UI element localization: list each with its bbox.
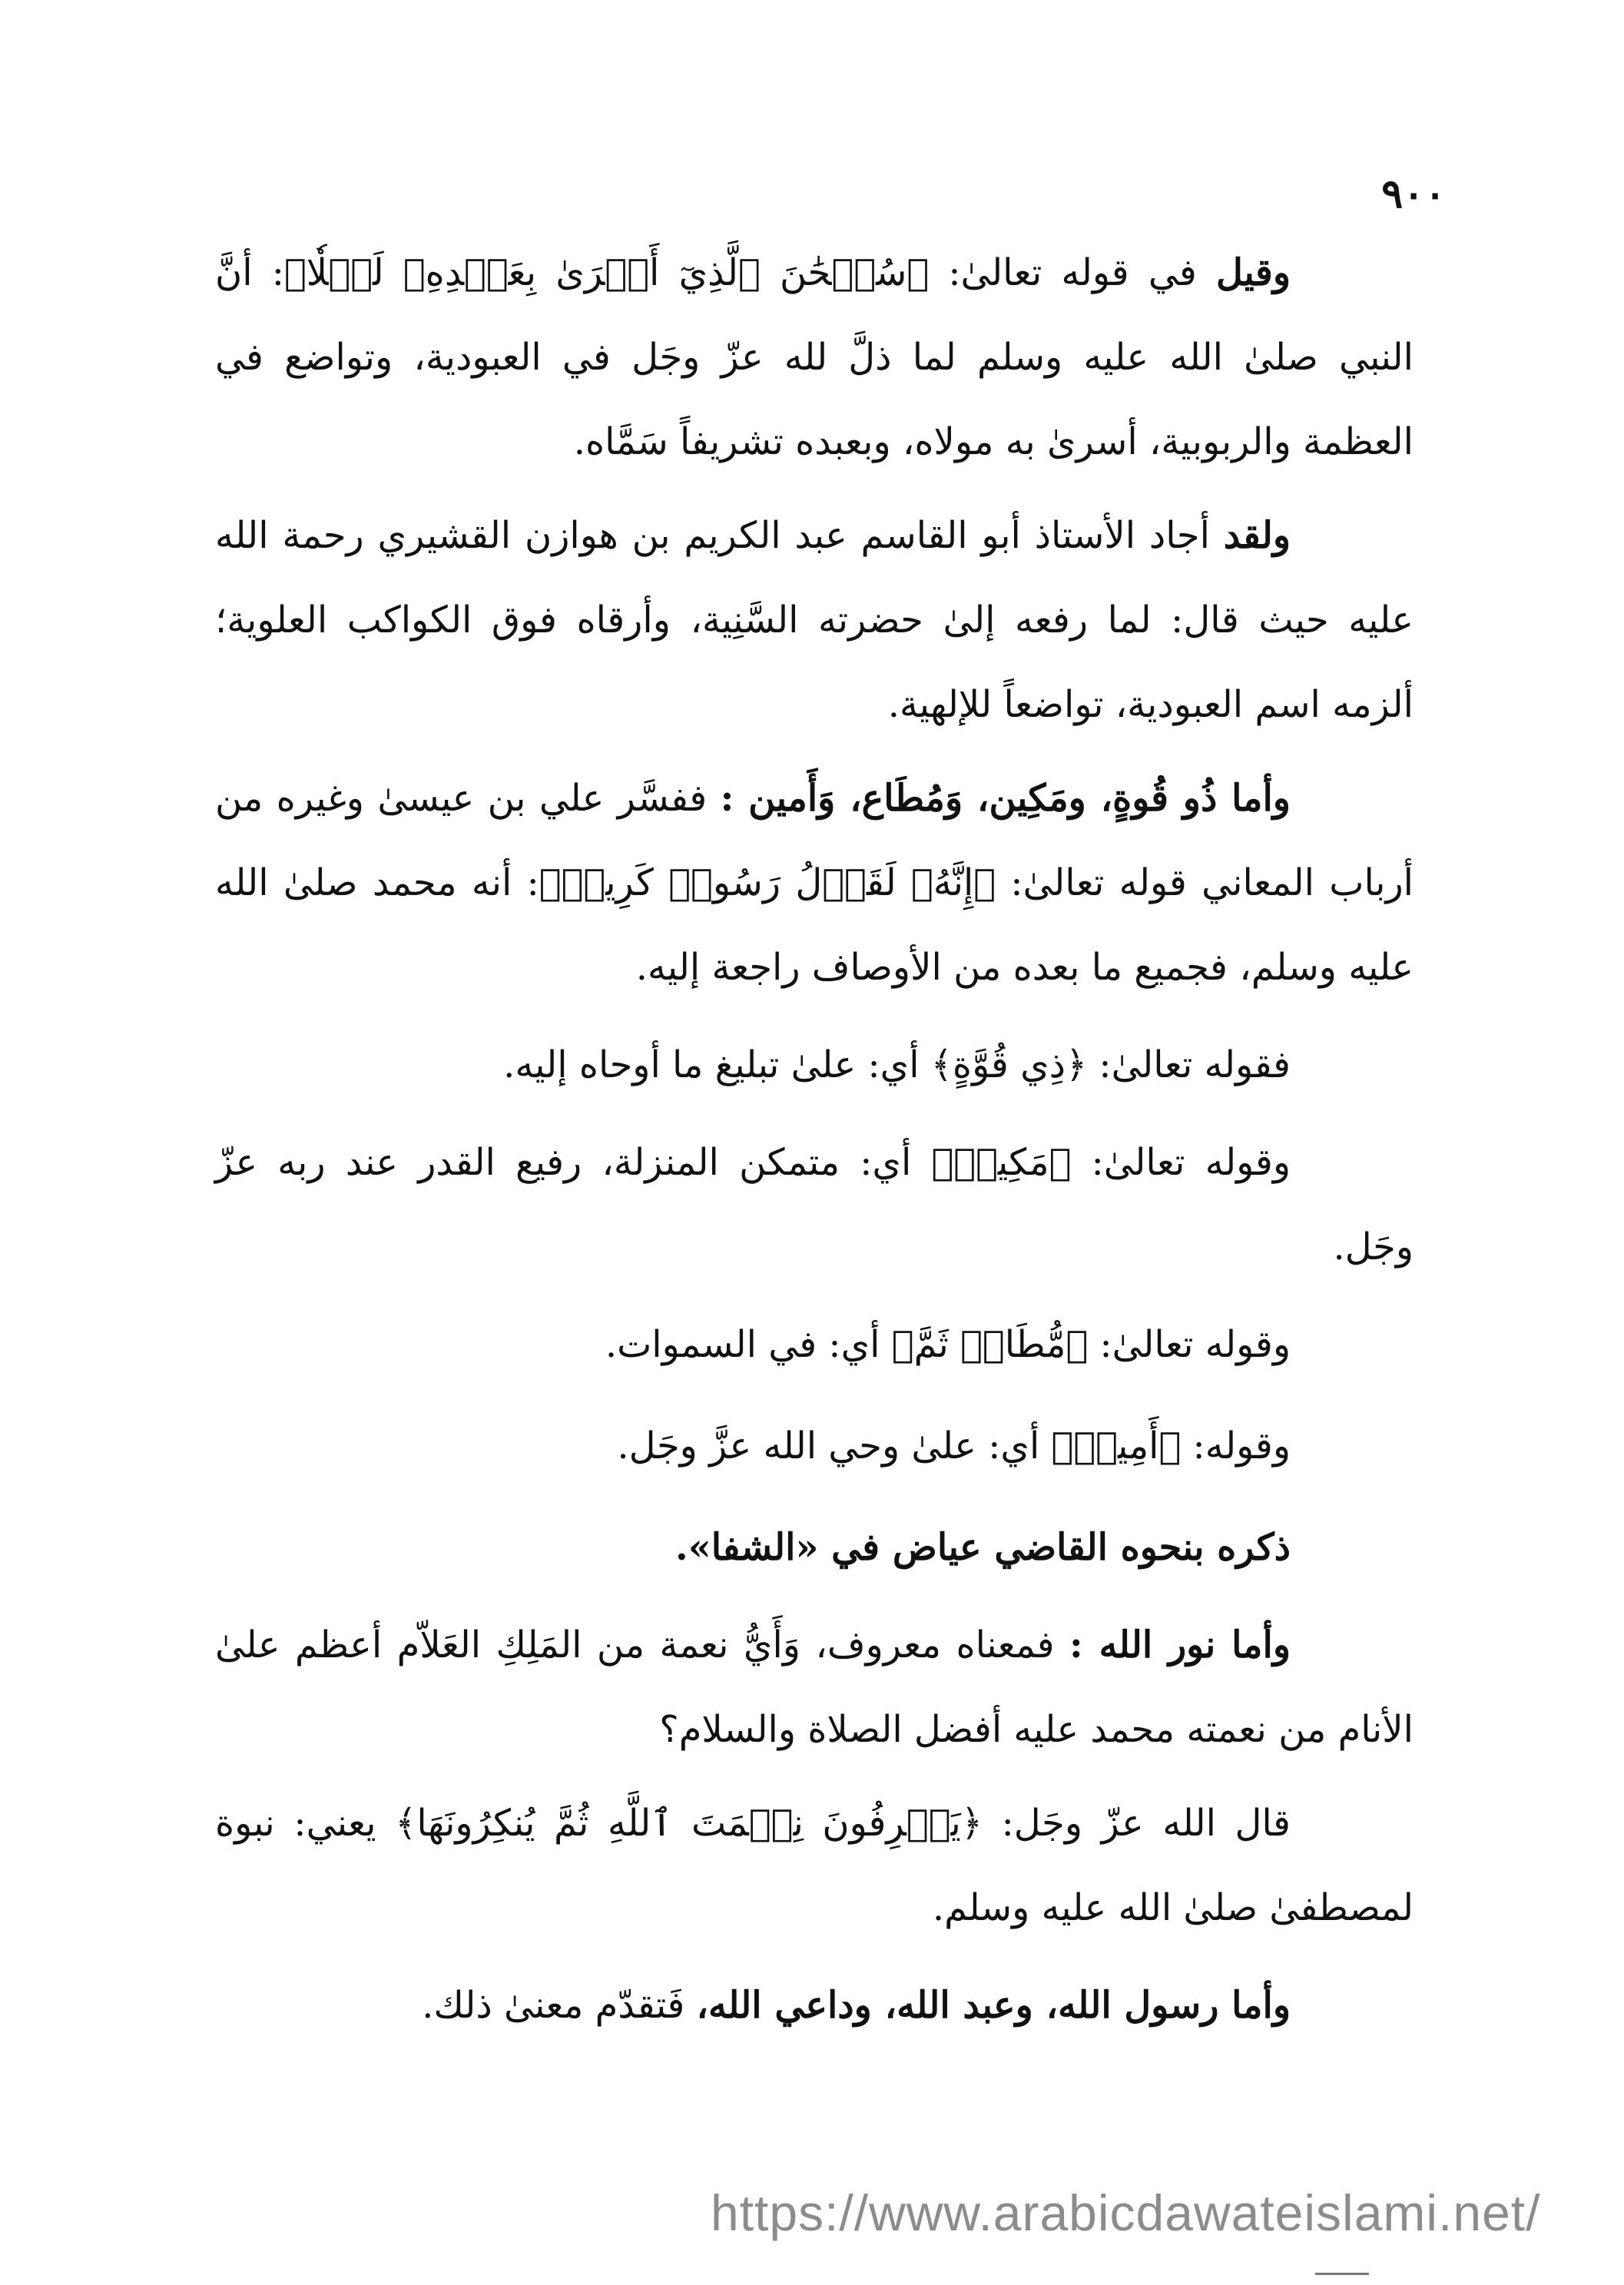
paragraph (215, 1501, 1414, 1594)
paragraph (215, 1120, 1414, 1289)
paragraph-text: قال الله عزّ وجَل: ﴿يَعۡرِفُونَ نِعۡمَتَ ٱللَّهِ ثُمَّ يُنكِرُونَهَا﴾ يعني: نبوة لمصطفىٰ صلىٰ الله عليه وسلم. (215, 1802, 1414, 1929)
paragraph-lead: ذكره بنحوه القاضي عياض في «الشفا». (675, 1526, 1291, 1569)
paragraph (215, 1603, 1414, 1772)
paragraph-lead: ولقد (1223, 514, 1291, 557)
paragraph-text: ففسَّر علي بن عيسىٰ وغيره من أرباب المعاني قوله تعالىٰ: ﴿إِنَّهُۥ لَقَوۡلُ رَسُولٖ كَرِيمٖ﴾: أنه محمد صلىٰ الله عليه وسلم، فجميع ما بعده من الأوصاف راجعة إليه. (215, 777, 1414, 989)
paragraph-text: وقوله تعالىٰ: ﴿مُّطَاعٖ ثَمَّ﴾ أي: في السموات. (605, 1323, 1291, 1366)
paragraph-lead: وأما رسول الله، وعبد الله، وداعي الله، (696, 1984, 1291, 2027)
page-number: ٩٠٠ (1381, 171, 1446, 217)
paragraph (215, 1781, 1414, 1950)
page-text (215, 230, 1414, 2061)
paragraph (215, 493, 1414, 747)
paragraph-text: وقوله: ﴿أَمِينٖ﴾ أي: علىٰ وحي الله عزَّ وجَل. (617, 1424, 1291, 1468)
paragraph-text: وقوله تعالىٰ: ﴿مَكِينٖ﴾ أي: متمكن المنزلة، رفيع القدر عند ربه عزّ وجَل. (215, 1141, 1414, 1269)
footer-url-watermark: https://www.arabicdawateislami.net/ (711, 2184, 1541, 2241)
paragraph-text: فَتقدّم معنىٰ ذلك. (422, 1984, 697, 2027)
paragraph-text: فقوله تعالىٰ: ﴿ذِي قُوَّةٍ﴾ أي: علىٰ تبليغ ما أوحاه إليه. (503, 1043, 1291, 1086)
paragraph-text: فمعناه معروف، وَأَيُّ نعمة من المَلِكِ العَلاّم أعظم علىٰ الأنام من نعمته محمد عليه أفضل الصلاة والسلام؟ (215, 1623, 1414, 1751)
paragraph (215, 1400, 1414, 1492)
paragraph-text: أجاد الأستاذ أبو القاسم عبد الكريم بن هوازن القشيري رحمة الله عليه حيث قال: لما رفعه إلىٰ حضرته السَّنِية، وأرقاه فوق الكواكب العلوية؛ ألزمه اسم العبودية، تواضعاً للإلهية. (215, 514, 1414, 726)
paragraph (215, 1959, 1414, 2051)
paragraph (215, 230, 1414, 484)
paragraph-lead: وأما ذُو قُوةٍ، ومَكِين، وَمُطَاع، وَأَمين : (720, 777, 1291, 820)
paragraph (215, 1019, 1414, 1111)
paragraph (215, 1298, 1414, 1391)
paragraph (215, 756, 1414, 1010)
paragraph-lead: وأما نور الله : (1069, 1623, 1291, 1666)
paragraph-lead: وقيل (1216, 251, 1291, 294)
bottom-rule (1315, 2273, 1369, 2275)
paragraph-text: في قوله تعالىٰ: ﴿سُبۡحَٰنَ ٱلَّذِيٓ أَسۡرَىٰ بِعَبۡدِهِۦ لَيۡلٗا﴾: أنَّ النبي صلىٰ الله عليه وسلم لما ذلَّ لله عزّ وجَل في العبودية، وتواضع في العظمة والربوبية، أسرىٰ به مولاه، وبعبده تشريفاً سَمَّاه. (215, 251, 1414, 463)
